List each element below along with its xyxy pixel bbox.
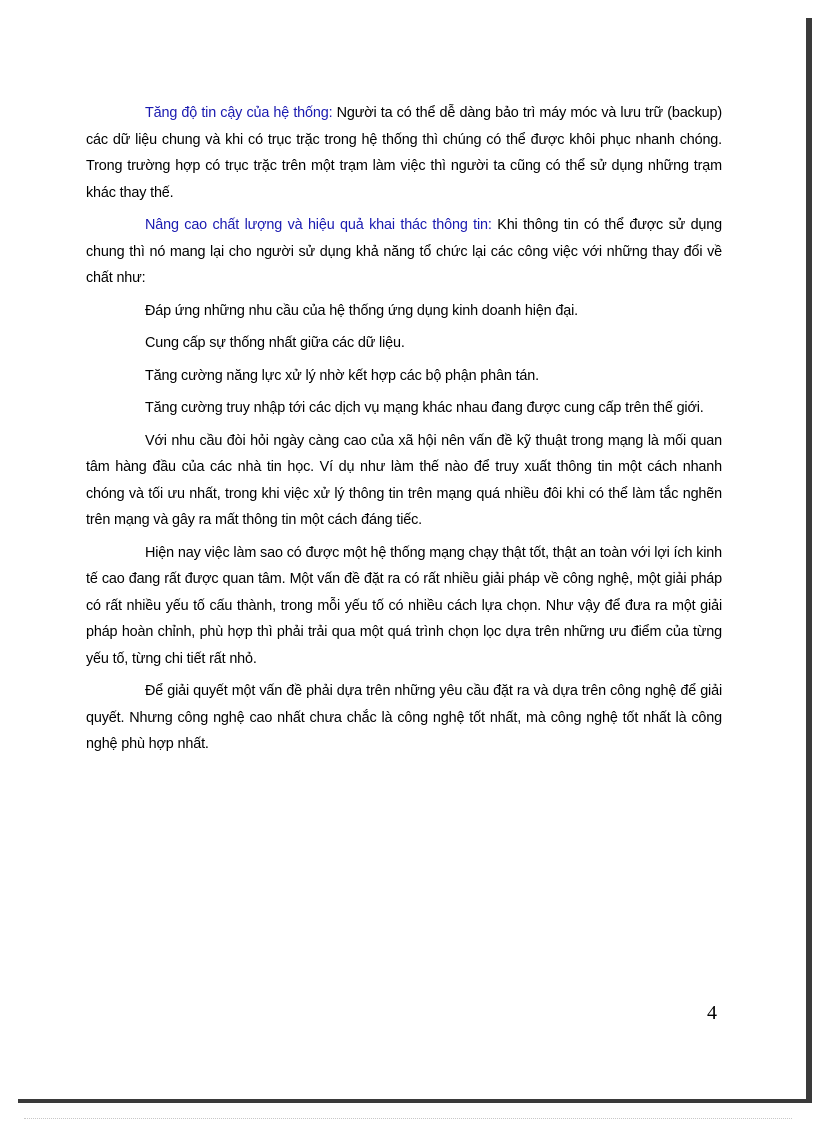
paragraph-reliability [86,100,722,206]
paragraph-text: Khi thông tin có thể được sử dụng chung thì nó mang lại cho người sử dụng khả năng tổ chức lại các công việc với những thay đổi về chất như: [86,217,722,286]
page-shadow-right [806,18,812,1103]
inline-heading: Nâng cao chất lượng và hiệu quả khai thác thông tin: [145,217,492,233]
paragraph-current: Hiện nay việc làm sao có được một hệ thống mạng chạy thật tốt, thật an toàn với lợi ích kinh tế cao đang rất được quan tâm. Một vấn đề đặt ra có rất nhiều giải pháp về công nghệ, một giải pháp có rất nhiều yếu tố cấu thành, trong mỗi yếu tố có nhiều cách lựa chọn. Như vậy để đưa ra một giải pháp hoàn chỉnh, phù hợp thì phải trải qua một quá trình chọn lọc dựa trên những ưu điểm của từng yếu tố, từng chi tiết rất nhỏ. [86,544,722,667]
paragraph-quality [86,212,722,292]
document-body [86,100,722,764]
list-item: Tăng cường năng lực xử lý nhờ kết hợp các bộ phận phân tán. [145,367,539,384]
list-item: Đáp ứng những nhu cầu của hệ thống ứng dụng kinh doanh hiện đại. [145,302,578,319]
page-break-rule [24,1118,792,1119]
paragraph-needs: Với nhu cầu đòi hỏi ngày càng cao của xã hội nên vấn đề kỹ thuật trong mạng là mối quan tâm hàng đầu của các nhà tin học. Ví dụ như làm thế nào để truy xuất thông tin một cách nhanh chóng và tối ưu nhất, trong khi việc xử lý thông tin trên mạng quá nhiều đôi khi có thể làm tắc nghẽn trên mạng và gây ra mất thông tin một cách đáng tiếc. [86,432,722,528]
paragraph-text: Người ta có thể dễ dàng bảo trì máy móc và lưu trữ (backup) các dữ liệu chung và khi có trục trặc trong hệ thống thì chúng có thể được khôi phục nhanh chóng. Trong trường hợp có trục trặc trên một trạm làm việc thì người ta cũng có thể sử dụng những trạm khác thay thế. [86,105,722,201]
page-number: 4 [707,1002,717,1024]
list-item: Cung cấp sự thống nhất giữa các dữ liệu. [145,335,405,351]
paragraph-solution: Để giải quyết một vấn đề phải dựa trên những yêu cầu đặt ra và dựa trên công nghệ để giải quyết. Nhưng công nghệ cao nhất chưa chắc là công nghệ tốt nhất, mà công nghệ tốt nhất là công nghệ phù hợp nhất. [86,683,722,752]
inline-heading: Tăng độ tin cậy của hệ thống: [145,105,333,121]
list-item: Tăng cường truy nhập tới các dịch vụ mạng khác nhau đang được cung cấp trên thế giới. [145,400,704,416]
page-shadow-bottom [18,1099,812,1103]
